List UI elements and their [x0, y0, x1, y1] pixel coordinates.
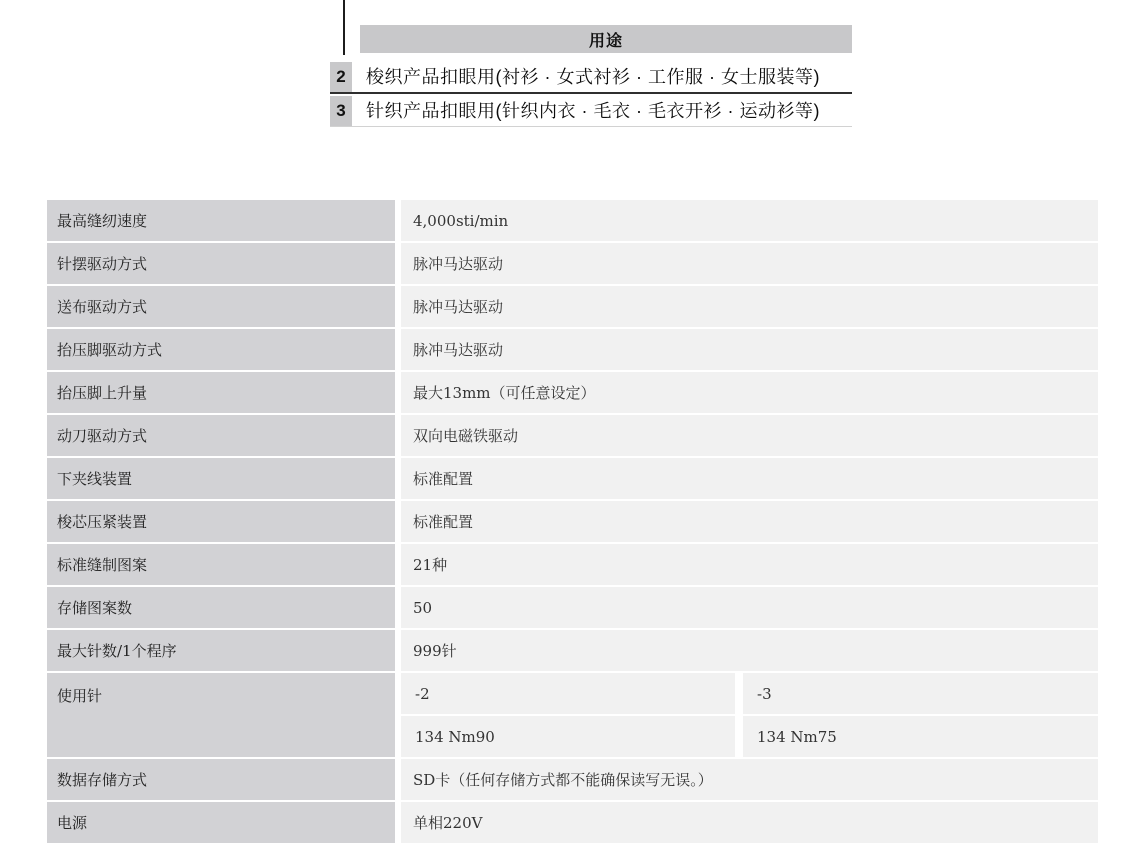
spec-label: 标准缝制图案 — [47, 544, 395, 585]
spec-value: 4,000sti/min — [401, 200, 1098, 241]
spec-row-presser-lift-drive — [47, 329, 1098, 370]
spec-table — [47, 200, 1098, 843]
spec-row-knife-drive — [47, 415, 1098, 456]
spec-value: 最大13mm（可任意设定） — [401, 372, 1098, 413]
spec-value: 50 — [401, 587, 1098, 628]
spec-value: 999针 — [401, 630, 1098, 671]
spec-label: 针摆驱动方式 — [47, 243, 395, 284]
spec-row-bobbin-presser — [47, 501, 1098, 542]
usage-header: 用途 — [360, 25, 852, 53]
spec-row-power — [47, 802, 1098, 843]
usage-text: 针织产品扣眼用(针织内衣 · 毛衣 · 毛衣开衫 · 运动衫等) — [366, 101, 820, 121]
needle-type-a: -2 — [401, 673, 735, 714]
needle-size-a: 134 Nm90 — [401, 716, 735, 757]
spec-row-max-stitches — [47, 630, 1098, 671]
spec-label: 动刀驱动方式 — [47, 415, 395, 456]
usage-row-2 — [330, 62, 820, 92]
spec-row-data-storage — [47, 759, 1098, 800]
needle-values — [401, 673, 1098, 757]
spec-row-standard-patterns — [47, 544, 1098, 585]
spec-row-lower-thread-clamp — [47, 458, 1098, 499]
spec-row-max-speed — [47, 200, 1098, 241]
connector-line — [343, 0, 345, 55]
spec-label: 使用针 — [47, 673, 395, 757]
spec-value: 单相220V — [401, 802, 1098, 843]
spec-value: SD卡（任何存储方式都不能确保读写无误。） — [401, 759, 1098, 800]
spec-value: 21种 — [401, 544, 1098, 585]
spec-label: 最大针数/1个程序 — [47, 630, 395, 671]
spec-value: 双向电磁铁驱动 — [401, 415, 1098, 456]
spec-label: 电源 — [47, 802, 395, 843]
spec-label: 送布驱动方式 — [47, 286, 395, 327]
needle-type-b: -3 — [743, 673, 1098, 714]
spec-value: 标准配置 — [401, 458, 1098, 499]
needle-subrow-type — [401, 673, 1098, 714]
needle-subrow-size — [401, 716, 1098, 757]
spec-value: 标准配置 — [401, 501, 1098, 542]
usage-text: 梭织产品扣眼用(衬衫 · 女式衬衫 · 工作服 · 女士服装等) — [366, 67, 820, 87]
spec-value: 脉冲马达驱动 — [401, 243, 1098, 284]
spec-label: 数据存储方式 — [47, 759, 395, 800]
spec-row-needle-used — [47, 673, 1098, 757]
spec-value: 脉冲马达驱动 — [401, 286, 1098, 327]
spec-label: 抬压脚驱动方式 — [47, 329, 395, 370]
spec-label: 下夹线装置 — [47, 458, 395, 499]
usage-divider-dark — [330, 92, 852, 94]
spec-row-needle-swing-drive — [47, 243, 1098, 284]
spec-label: 梭芯压紧装置 — [47, 501, 395, 542]
usage-row-3 — [330, 96, 820, 126]
spec-row-presser-lift-amount — [47, 372, 1098, 413]
spec-label: 抬压脚上升量 — [47, 372, 395, 413]
needle-size-b: 134 Nm75 — [743, 716, 1098, 757]
spec-label: 最高缝纫速度 — [47, 200, 395, 241]
spec-row-feed-drive — [47, 286, 1098, 327]
spec-label: 存储图案数 — [47, 587, 395, 628]
usage-divider-light — [330, 126, 852, 127]
usage-number-badge: 3 — [330, 96, 352, 126]
usage-number-badge: 2 — [330, 62, 352, 92]
spec-row-stored-patterns — [47, 587, 1098, 628]
spec-value: 脉冲马达驱动 — [401, 329, 1098, 370]
